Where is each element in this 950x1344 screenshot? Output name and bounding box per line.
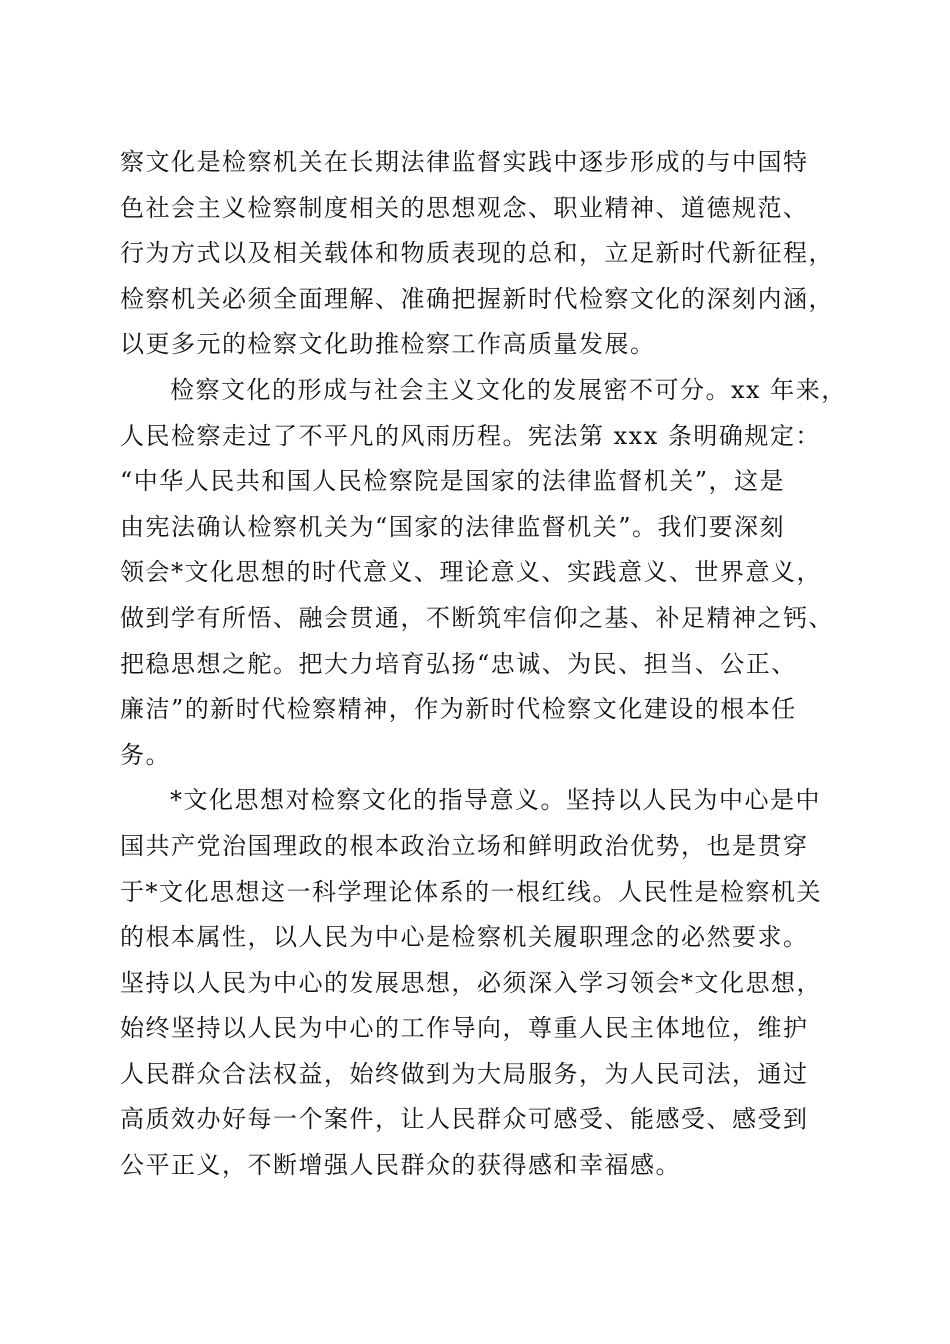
paragraph-2 bbox=[120, 368, 847, 778]
text-line: 人民群众合法权益，始终做到为大局服务，为人民司法，通过 bbox=[120, 1059, 809, 1088]
text-line: 人民检察走过了不平凡的风雨历程。宪法第 xxx 条明确规定： bbox=[120, 421, 821, 450]
text-line: 高质效办好每一个案件，让人民群众可感受、能感受、感受到 bbox=[120, 1105, 809, 1134]
text-line: 行为方式以及相关载体和物质表现的总和，立足新时代新征程， bbox=[120, 239, 834, 268]
paragraph-3 bbox=[120, 778, 832, 1188]
text-line: 于*文化思想这一科学理论体系的一根红线。人民性是检察机关 bbox=[120, 877, 822, 906]
text-line: 始终坚持以人民为中心的工作导向，尊重人民主体地位，维护 bbox=[120, 1014, 809, 1043]
text-line: 国共产党治国理政的根本政治立场和鲜明政治优势，也是贯穿 bbox=[120, 831, 809, 860]
text-line: 察文化是检察机关在长期法律监督实践中逐步形成的与中国特 bbox=[120, 148, 809, 176]
text-line-first: 检察文化的形成与社会主义文化的发展密不可分。xx 年来， bbox=[170, 375, 847, 404]
text-line: 色社会主义检察制度相关的思想观念、职业精神、道德规范、 bbox=[120, 193, 809, 222]
text-line: 领会*文化思想的时代意义、理论意义、实践意义、世界意义， bbox=[120, 558, 822, 587]
text-line: 廉洁”的新时代检察精神，作为新时代检察文化建设的根本任 bbox=[120, 695, 797, 724]
text-line: “中华人民共和国人民检察院是国家的法律监督机关”，这是 bbox=[120, 467, 786, 496]
text-line: 务。 bbox=[120, 740, 171, 769]
text-line-first: *文化思想对检察文化的指导意义。坚持以人民为中心是中 bbox=[170, 786, 821, 815]
text-line: 检察机关必须全面理解、准确把握新时代检察文化的深刻内涵， bbox=[120, 284, 834, 313]
text-line: 的根本属性，以人民为中心是检察机关履职理念的必然要求。 bbox=[120, 923, 809, 952]
text-line: 把稳思想之舵。把大力培育弘扬“忠诚、为民、担当、公正、 bbox=[120, 649, 797, 678]
text-line: 以更多元的检察文化助推检察工作高质量发展。 bbox=[120, 330, 656, 359]
text-line: 坚持以人民为中心的发展思想，必须深入学习领会*文化思想， bbox=[120, 968, 822, 997]
text-line: 由宪法确认检察机关为“国家的法律监督机关”。我们要深刻 bbox=[120, 512, 786, 541]
text-line: 做到学有所悟、融会贯通，不断筑牢信仰之基、补足精神之钙、 bbox=[120, 603, 834, 632]
paragraph-1 bbox=[120, 140, 832, 368]
document-body bbox=[120, 140, 847, 1189]
text-line: 公平正义，不断增强人民群众的获得感和幸福感。 bbox=[120, 1151, 681, 1180]
